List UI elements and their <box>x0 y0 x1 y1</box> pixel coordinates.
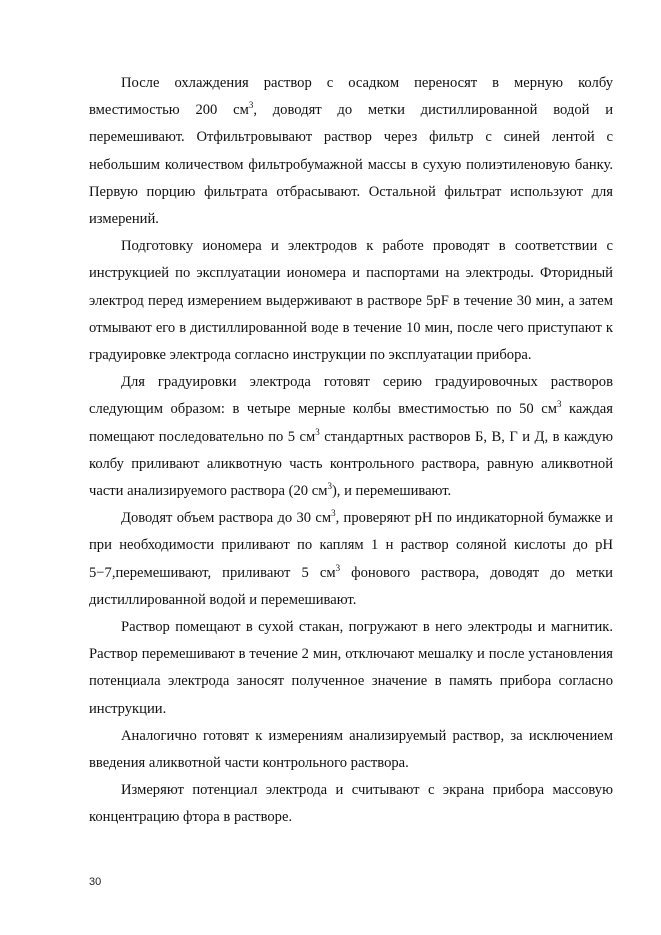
text-run: Раствор помещают в сухой стакан, погружают в него электроды и магнитик. Раствор перемешивают в течение 2 мин, отключают мешалку и после установления потенциала электрода заносят полученное значение в память прибора согласно инструкции. <box>89 619 613 717</box>
paragraph <box>89 70 613 233</box>
paragraph <box>89 369 613 505</box>
paragraph <box>89 505 613 614</box>
superscript: 3 <box>556 399 562 410</box>
text-run: Измеряют потенциал электрода и считывают с экрана прибора массовую концентрацию фтора в растворе. <box>89 782 613 826</box>
paragraph <box>89 233 613 369</box>
superscript: 3 <box>248 100 254 111</box>
text-run: Аналогично готовят к измерениям анализируемый раствор, за исключением введения аликвотной части контрольного раствора. <box>89 727 613 772</box>
superscript: 3 <box>331 508 336 519</box>
superscript: 3 <box>335 562 341 573</box>
document-body <box>89 70 613 832</box>
superscript: 3 <box>315 426 320 437</box>
text-run: , проверяют рН по индикаторной бумажке и при необходимости приливают по каплям 1 н раствор соляной кислоты до рН 5−7,перемешивают, приливают 5 см <box>89 510 613 581</box>
page-number: 30 <box>89 876 102 888</box>
superscript: 3 <box>327 481 332 492</box>
text-run: Подготовку иономера и электродов к работе проводят в соответствии с инструкцией по эксплуатации иономера и паспортами на электроды. Фторидный электрод перед измерением выдерживают в растворе 5pF в течение 30 мин, а затем отмывают его в дистиллированной воде в течение 10 мин, после чего приступают к градуировке электрода согласно инструкции по эксплуатации прибора. <box>89 238 613 364</box>
paragraph <box>89 777 613 831</box>
text-run: Для градуировки электрода готовят серию градуировочных растворов следующим образом: в четыре мерные колбы вместимостью по 50 см <box>89 374 613 418</box>
paragraph <box>89 723 613 777</box>
text-run: каждая помещают последовательно по 5 см <box>89 401 613 445</box>
paragraph <box>89 614 613 723</box>
text-run: стандартных растворов Б, В, Г и Д, в каждую колбу приливают аликвотную часть контрольного раствора, равную аликвотной части анализируемого раствора (20 см <box>89 428 613 500</box>
text-run: После охлаждения раствор с осадком переносят в мерную колбу вместимостью 200 см <box>89 75 613 119</box>
text-run: ), и перемешивают. <box>331 483 452 500</box>
text-run: фонового раствора, доводят до метки дистиллированной водой и перемешивают. <box>89 564 613 608</box>
text-run: Доводят объем раствора до 30 см <box>121 510 332 527</box>
text-run: , доводят до метки дистиллированной водой и перемешивают. Отфильтровывают раствор через фильтр с синей лентой с небольшим количеством фильтробумажной массы в сухую полиэтиленовую банку. Первую порцию фильтрата отбрасывают. Остальной фильтрат используют для измерений. <box>89 102 614 228</box>
